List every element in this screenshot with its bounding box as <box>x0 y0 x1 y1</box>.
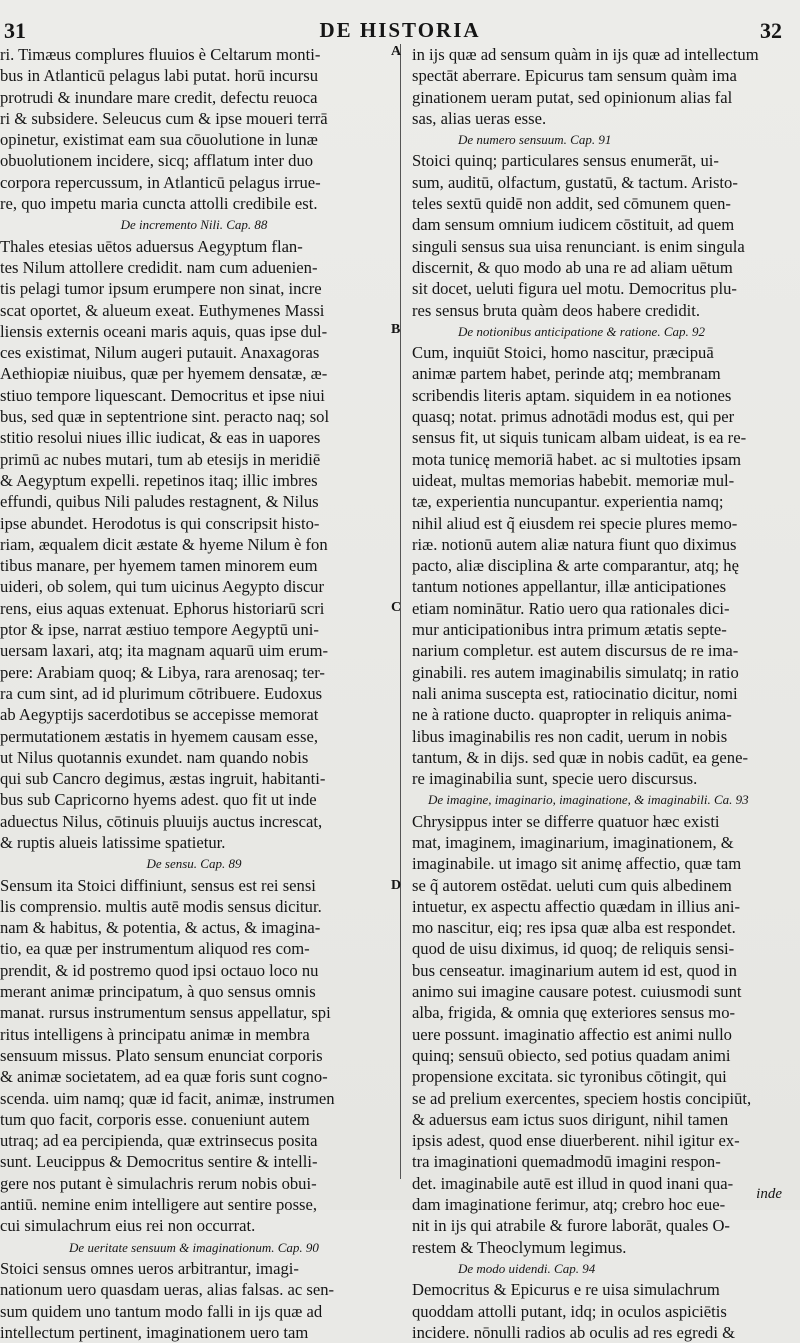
text-line: libus imaginabilis res non cadit, uerum in nobis <box>412 726 728 746</box>
text-line: uideri, ob solem, qui tum uicinus Aegypto discur <box>0 577 325 597</box>
text-line: tio, ea quæ per instrumentum aliquod res com- <box>0 939 310 959</box>
text-line: protrudi & inundare mare credit, defectu reuoca <box>0 87 318 107</box>
text-line: propensione excitata. sic tyronibus cōtingit, qui <box>412 1067 727 1087</box>
text-line: bus in Atlanticū pelagus labi putat. horū incursu <box>0 66 318 86</box>
text-line: Stoici quinq; particulares sensus enumerāt, ui- <box>412 151 719 171</box>
chapter-heading: De numero sensuum. Cap. 91 <box>458 132 612 148</box>
text-line: pacto, aliæ disciplina & arte comparantur, atq; hę <box>412 556 739 576</box>
text-line: alba, frigida, & omnia quę exteriores sensus mo- <box>412 1003 736 1023</box>
text-line: riæ. notionū autem aliæ natura fiunt quo diximus <box>412 534 737 554</box>
text-line: & animæ societatem, ad ea quæ foris sunt cogno- <box>0 1067 328 1087</box>
chapter-heading: De notionibus anticipatione & ratione. Cap. 92 <box>458 323 705 339</box>
text-line: pere: Arabiam quoq; & Libya, rara arenosaq; ter- <box>0 662 325 682</box>
text-line: ri & subsidere. Seleucus cum & ipse moueri terrā <box>0 108 328 128</box>
text-line: tes Nilum attollere credidit. nam cum aduenien- <box>0 257 318 277</box>
text-line: obuolutionem incidere, sicq; afflatum inter duo <box>0 151 314 171</box>
page-number-left: 31 <box>4 18 26 43</box>
section-letter-b: B <box>391 322 401 337</box>
text-line: tæ, experientia nuncupantur. experientia namq; <box>412 492 724 512</box>
text-line: re imaginabilia sunt, specie uero discursus. <box>412 769 698 789</box>
text-line: scat oportet, & alueum exeat. Euthymenes Massi <box>0 300 325 320</box>
text-line: sensuum missus. Plato sensum enunciat corporis <box>0 1045 323 1065</box>
text-line: uersam laxari, atq; ita magnam aquarū uim erum- <box>0 641 329 661</box>
text-line: narium completur. est autem discursus de re ima- <box>412 641 739 661</box>
section-letter-c: C <box>391 600 402 615</box>
text-line: sum quidem uno tantum modo falli in ijs quæ ad <box>0 1301 323 1321</box>
text-line: mur anticipationibus intra primum ætatis septe- <box>412 620 727 640</box>
text-line: cui simulachrum eius rei non occurrat. <box>0 1216 256 1236</box>
text-line: se q̃ autorem ostēdat. ueluti cum quis albedinem <box>412 875 732 895</box>
text-line: bus censeatur. imaginarium autem id est, quod in <box>412 960 737 980</box>
text-line: incidere. nōnulli radios ab oculis ad res egredi & <box>412 1322 736 1342</box>
text-line: dam imaginatione ferimur, atq; crebro hoc eue- <box>412 1195 726 1215</box>
catchword: inde <box>756 1186 782 1202</box>
text-line: ipse abundet. Herodotus is qui conscripsit histo- <box>0 513 320 533</box>
text-line: ra cum sint, ad id plurimum cōtribuere. Eudoxus <box>0 683 323 703</box>
text-line: res sensus bruta quàm deos habere credidit. <box>412 300 700 320</box>
text-line: Cum, inquiūt Stoici, homo nascitur, præcipuā <box>412 343 714 363</box>
text-line: gere nos putant è simulachris rerum nobis obui- <box>0 1173 317 1193</box>
text-line: uideat, multas memorias habebit. memoriæ mul- <box>412 470 735 490</box>
text-line: sum, auditū, olfactum, gustatū, & tactum. Aristo- <box>412 172 738 192</box>
running-title: DE HISTORIA <box>319 18 481 42</box>
text-line: ces existimat, Nilum augeri putauit. Anaxagoras <box>0 343 320 363</box>
text-line: tis pelagi tumor ipsum erumpere non sinat, incre <box>0 279 322 299</box>
text-line: utraq; ad ea percipienda, quæ extrinsecus posita <box>0 1131 318 1151</box>
section-letter-d: D <box>391 878 402 893</box>
text-line: ginabili. res autem imaginabilis simulatq; in ratio <box>412 662 739 682</box>
page-number-right: 32 <box>760 18 782 43</box>
text-line: discernit, & quo modo ab una re ad aliam uētum <box>412 257 733 277</box>
text-line: Thales etesias uētos aduersus Aegyptum flan- <box>0 236 303 256</box>
text-line: scribendis literis aptam. siquidem in ea notiones <box>412 385 732 405</box>
text-line: se ad prelium exercentes, speciem hostis concipiūt, <box>412 1088 752 1108</box>
chapter-heading: De sensu. Cap. 89 <box>146 856 242 872</box>
text-line: tantum notiones appellantur, illæ anticipationes <box>412 577 727 597</box>
left-column <box>0 44 388 1343</box>
text-line: mota tunicę memoriā habet. ac si multoties ipsam <box>412 449 742 469</box>
text-line: Democritus & Epicurus e re uisa simulachrum <box>412 1280 720 1300</box>
text-line: effundi, quibus Nili paludes restagnent, & Nilus <box>0 492 319 512</box>
text-line: animo sui imagine causare potest. cuiusmodi sunt <box>412 982 742 1002</box>
text-line: det. imaginabile autē est illud in quod inani qua- <box>412 1173 734 1193</box>
text-line: rens, eius aquas extenuat. Ephorus historiarū scri <box>0 598 325 618</box>
chapter-heading: De modo uidendi. Cap. 94 <box>458 1260 596 1276</box>
text-line: liensis externis oceani maris aquis, quas ipse dul- <box>0 321 328 341</box>
text-line: etiam nominātur. Ratio uero qua rationales dici- <box>412 598 730 618</box>
text-line: quinq; sensuū obiecto, sed potius quadam animi <box>412 1045 731 1065</box>
text-line: dam sensum omnium iudicem cōstituit, ad quem <box>412 215 735 235</box>
text-line: imaginabile. ut imago sit animę affectio, quæ tam <box>412 854 742 874</box>
text-line: singuli sensus sua uisa renunciant. is enim singula <box>412 236 745 256</box>
text-line: nit in ijs qui atrabile & furore laborāt, quales O- <box>412 1216 730 1236</box>
text-line: riam, æqualem dicit æstate & hyeme Nilum è fon <box>0 534 328 554</box>
text-line: Aethiopiæ niuibus, quæ per hyemem densatæ, æ- <box>0 364 328 384</box>
text-line: tibus manare, per hyemem tamen minorem eum <box>0 556 318 576</box>
text-line: nihil aliud est q̃ eiusdem rei specie plures memo- <box>412 513 738 533</box>
text-line: Sensum ita Stoici diffiniunt, sensus est rei sensi <box>0 875 316 895</box>
text-line: quod de uisu diximus, id quoq; de reliquis sensi- <box>412 939 735 959</box>
text-line: ut Nilus quotannis exundet. nam quando nobis <box>0 747 309 767</box>
text-line: prendit, & id postremo quod ipsi octauo loco nu <box>0 960 319 980</box>
text-line: sensus fit, ut siquis tunicam albam uideat, is ea re- <box>412 428 747 448</box>
text-line: re, quo impetu maria cuncta attolli credibile est. <box>0 194 318 214</box>
section-letter-a: A <box>391 44 402 59</box>
text-line: ipsis adest, quod ense diuerberent. nihil igitur ex- <box>412 1131 740 1151</box>
text-line: Chrysippus inter se differre quatuor hæc existi <box>412 811 720 831</box>
text-line: ptor & ipse, narrat æstiuo tempore Aegyptū uni- <box>0 620 319 640</box>
text-line: stiuo tempore liquescant. Democritus et ipse niui <box>0 385 325 405</box>
text-line: in ijs quæ ad sensum quàm in ijs quæ ad intellectum <box>412 45 759 64</box>
text-line: stitio resolui niues illic iudicat, & eas in uapores <box>0 428 321 448</box>
text-line: animæ partem habet, perinde atq; membranam <box>412 364 721 384</box>
text-line: quoddam attolli putant, idq; in oculos aspiciētis <box>412 1301 727 1321</box>
text-line: sunt. Leucippus & Democritus sentire & intelli- <box>0 1152 318 1172</box>
text-line: tum quo facit, corporis esse. conueniunt autem <box>0 1109 310 1129</box>
text-line: quasq; notat. primus adnotādi modus est, qui per <box>412 407 735 427</box>
text-line: & ruptis alueis latissime spatietur. <box>0 832 226 852</box>
text-line: & Aegyptum expelli. repetinos itaq; illic imbres <box>0 470 318 490</box>
text-line: intellectum pertinent, imaginationem uero tam <box>0 1322 309 1342</box>
text-line: teles sextū quidē non addit, sed cōmunem quen- <box>412 194 731 214</box>
text-line: ritus intelligens à principatu animæ in membra <box>0 1024 310 1044</box>
text-line: lis comprensio. multis autē modis sensus dicitur. <box>0 896 322 916</box>
text-line: bus, sed quæ in septentrione sint. peracto naq; sol <box>0 407 330 427</box>
right-column <box>412 44 800 1343</box>
text-line: & aduersus eam ictus suos dirigunt, nihil tamen <box>412 1109 729 1129</box>
text-line: tantum, & in dijs. sed quæ in nobis cadūt, ea gene- <box>412 747 748 767</box>
chapter-heading: De ueritate sensuum & imaginationum. Cap. 90 <box>69 1239 319 1255</box>
text-line: tra imaginationi quemadmodū imagini respon- <box>412 1152 721 1172</box>
text-line: intuetur, ex aspectu affectio quædam in illius ani- <box>412 896 741 916</box>
chapter-heading: De incremento Nili. Cap. 88 <box>120 217 268 233</box>
text-line: mat, imaginem, imaginarium, imaginationem, & <box>412 832 734 852</box>
text-line: sit docet, ueluti figura uel motu. Democritus plu- <box>412 279 737 299</box>
text-line: ab Aegyptijs sacerdotibus se accepisse memorat <box>0 705 319 725</box>
text-line: scenda. uim namq; quæ id facit, animæ, instrumen <box>0 1088 335 1108</box>
text-line: manat. rursus instrumentum sensus appellatur, spi <box>0 1003 331 1023</box>
text-line: ri. Timæus complures fluuios è Celtarum monti- <box>0 45 321 64</box>
text-line: nam & habitus, & potentia, & actus, & imagina- <box>0 918 321 938</box>
text-line: primū ac nubes mutari, tum ab etesijs in meridiē <box>0 449 321 469</box>
text-line: aduectus Nilus, cōtinuis pluuijs auctus increscat, <box>0 811 323 831</box>
running-head <box>0 14 800 44</box>
text-line: spectāt aberrare. Epicurus tam sensum quàm ima <box>412 66 737 86</box>
text-line: ginationem ueram putat, sed opinionum alias fal <box>412 87 733 107</box>
text-line: sas, alias ueras esse. <box>412 108 547 128</box>
text-line: Stoici sensus omnes ueros arbitrantur, imagi- <box>0 1258 299 1278</box>
text-line: restem & Theoclymum legimus. <box>412 1237 627 1257</box>
text-line: permutationem æstatis in hyemem causam esse, <box>0 726 318 746</box>
text-line: corpora repercussum, in Atlanticū pelagus irrue- <box>0 172 321 192</box>
text-line: uere possunt. imaginatio affectio est animi nullo <box>412 1024 732 1044</box>
text-line: mo nascitur, eiq; res ipsa quæ alba est respondet. <box>412 918 736 938</box>
text-line: nali anima suscepta est, ratiocinatio dicitur, nomi <box>412 683 738 703</box>
text-line: antiū. nemine enim intelligere aut sentire posse, <box>0 1195 318 1215</box>
text-line: ne à ratione ducto. quapropter in reliquis anima- <box>412 705 732 725</box>
text-line: merant animæ principatum, à quo sensus omnis <box>0 982 316 1002</box>
chapter-heading: De imagine, imaginario, imaginatione, & imaginabili. Ca. 93 <box>428 792 749 808</box>
text-line: nationum uero quasdam ueras, alias falsas. ac sen- <box>0 1280 335 1300</box>
text-line: opinetur, existimat eam sua cōuolutione in lunæ <box>0 130 318 150</box>
text-line: qui sub Cancro degimus, æstas ingruit, habitanti- <box>0 769 326 789</box>
text-line: bus sub Capricorno hyems adest. quo fit ut inde <box>0 790 317 810</box>
